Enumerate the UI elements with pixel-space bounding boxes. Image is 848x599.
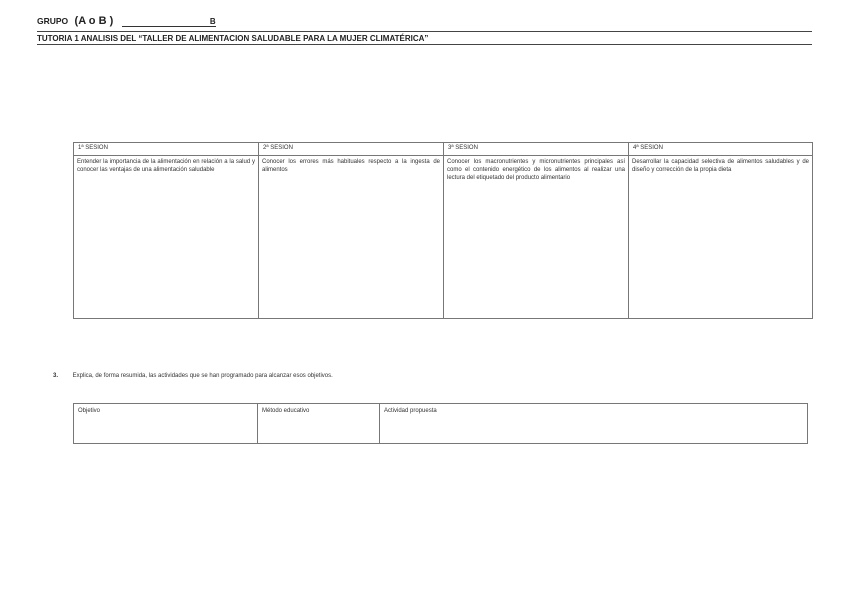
session-2-title: 2ª SESION [259, 143, 444, 156]
proposed-activity-cell[interactable]: Actividad propuesta [380, 404, 808, 444]
question-3 [53, 373, 333, 379]
question-text: Explica, de forma resumida, las actividades que se han programado para alcanzar esos objetivos. [72, 373, 333, 379]
group-choice: (A o B ) [74, 15, 114, 27]
objective-cell[interactable]: Objetivo [74, 404, 258, 444]
session-3-title: 3ª SESION [444, 143, 629, 156]
session-3-objective: Conocer los macronutrientes y micronutrientes principales así como el contenido energético de los alimentos al realizar una lectura del etiquetado del producto alimentario [444, 156, 629, 319]
session-4-title: 4ª SESION [629, 143, 813, 156]
session-1-title: 1ª SESION [74, 143, 259, 156]
session-1-objective: Entender la importancia de la alimentación en relación a la salud y conocer las ventajas de una alimentación saludable [74, 156, 259, 319]
sessions-table [73, 142, 813, 319]
activities-table [73, 403, 808, 444]
group-line [37, 15, 216, 27]
session-2-objective: Conocer los errores más habituales respecto a la ingesta de alimentos [259, 156, 444, 319]
sessions-body-row [74, 156, 813, 319]
question-number: 3. [53, 373, 59, 379]
sessions-header-row [74, 143, 813, 156]
activities-row [74, 404, 808, 444]
session-4-objective: Desarrollar la capacidad selectiva de alimentos saludables y de diseño y corrección de la propia dieta [629, 156, 813, 319]
group-label: GRUPO [37, 16, 69, 26]
header-rule-top [37, 31, 812, 32]
group-value[interactable]: B [122, 17, 216, 27]
header-rule-bottom [37, 44, 812, 45]
educational-method-cell[interactable]: Método educativo [258, 404, 380, 444]
document-title: TUTORIA 1 ANALISIS DEL “TALLER DE ALIMENTACION SALUDABLE PARA LA MUJER CLIMATÉRICA” [37, 34, 429, 43]
